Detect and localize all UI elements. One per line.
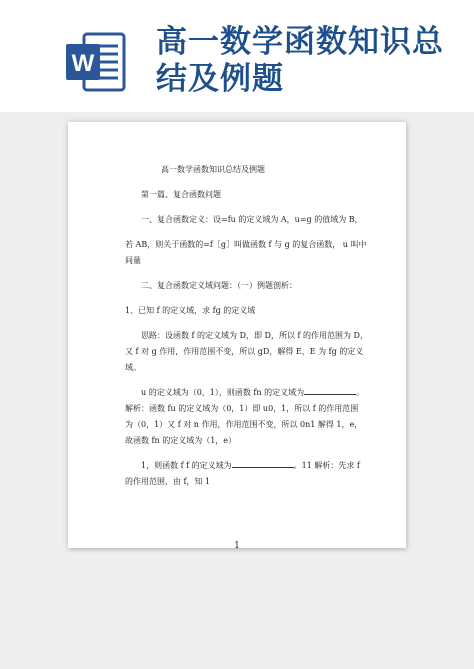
page-number: 1: [234, 541, 240, 551]
paragraph-line: 一、复合函数定义：设=fu 的定义域为 A，u=g 的值域为 B，: [141, 215, 363, 224]
paragraph-line: 为（0，1）又 f 对 n 作用，作用范围不变，所以 0n1 解得 1，e，: [125, 420, 363, 429]
paragraph-line: 的作用范围，由 f，知 1: [125, 477, 211, 486]
question-text: 1，则函数 f f 的定义域为: [141, 461, 232, 470]
document-body: [125, 162, 368, 490]
question-end: 。11 解析：先求 f: [293, 461, 360, 470]
paragraph-line: 间量: [125, 256, 141, 265]
paragraph-line: 1、已知 f 的定义域，求 fg 的定义域: [125, 306, 256, 315]
banner-title: 高一数学函数知识总结及例题: [156, 24, 444, 97]
paragraph-line: [125, 385, 365, 401]
paragraph-line: 解析：函数 fu 的定义域为（0，1）即 u0，1，所以 f 的作用范围: [125, 404, 359, 413]
answer-blank: [304, 385, 356, 395]
document-page: [68, 122, 406, 551]
section-heading: 第一篇、复合函数问题: [141, 190, 221, 199]
question-end: 。: [356, 388, 365, 397]
question-text: u 的定义域为（0，1），则函数 fn 的定义域为: [141, 388, 305, 397]
paragraph-line: 若 AB，则关于函数的=f［g］叫做函数 f 与 g 的复合函数， u 叫中: [125, 240, 367, 249]
banner: [0, 0, 474, 112]
paragraph-line: 思路：设函数 f 的定义域为 D，即 D，所以 f 的作用范围为 D，: [141, 331, 368, 340]
paragraph-line: 故函数 fn 的定义域为（1，e）: [125, 436, 237, 445]
word-document-icon: [64, 30, 128, 94]
doc-title: 高一数学函数知识总结及例题: [161, 165, 265, 174]
word-logo-letter: W: [71, 50, 95, 77]
paragraph-line: [125, 458, 365, 474]
paragraph-line: 又 f 对 g 作用，作用范围不变，所以 gD，解得 E，E 为 fg 的定义: [125, 347, 364, 356]
paragraph-line: 二、复合函数定义域问题：（一）例题剖析：: [141, 281, 297, 290]
paragraph-line: 域。: [125, 363, 141, 372]
answer-blank: [232, 458, 294, 468]
